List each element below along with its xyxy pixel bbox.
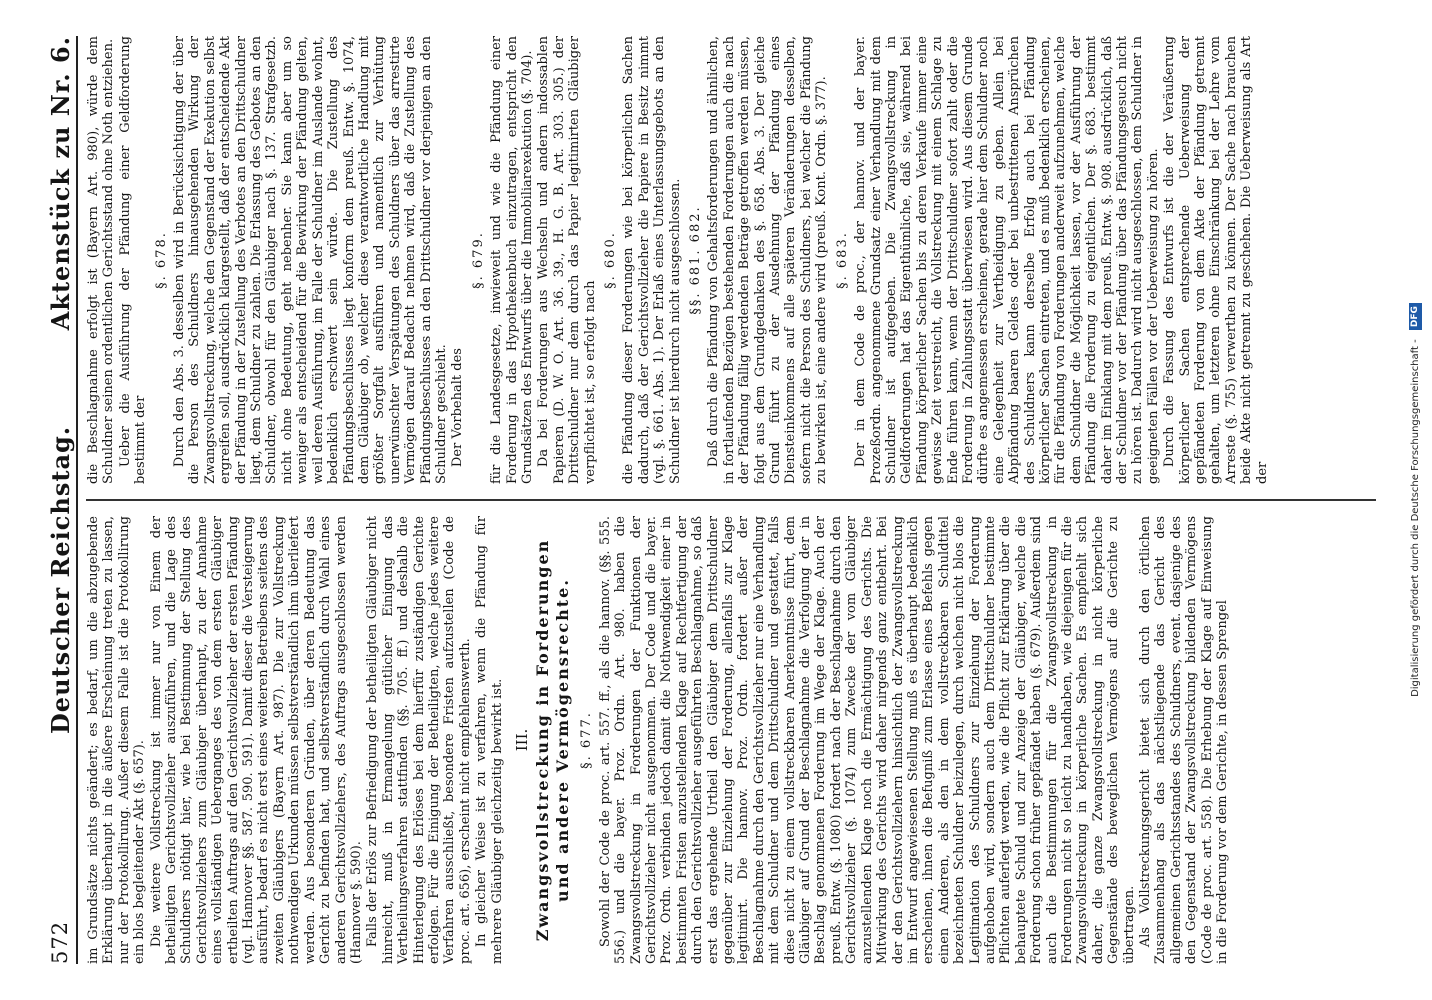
paragraph: Falls der Erlös zur Befriedigung der betheiligten Gläubiger nicht hinreicht, muß in Ermangelung gütlicher Einigung das Vertheilungsverfahren stattfinden (§§. 705. ff.) und deshalb die Hinterlegung des Erlöses bei dem hierfür zuständigen Gerichte erfolgen. Für die Einigung der Betheiligten, welche jedes weitere Verfahren ausschließt, besondere Fristen aufzustellen (Code de proc. art. 656), erscheint nicht empfehlenswerth. — [365, 516, 473, 964]
paragraph: Als Vollstreckungsgericht bietet sich durch den örtlichen Zusammenhang als das nächstliegende das Gericht des allgemeinen Gerichtsstandes des Schuldners, event. dasjenige des den Gegenstand der Zwangsvollstreckung bildenden Vermögens (Code de proc. art. 558). Die Erhebung der Klage auf Einweisung in die Forderung vor dem Gerichte, in dessen Sprengel — [1138, 516, 1231, 964]
section-number: §. 680. — [603, 231, 618, 289]
document-page — [36, 20, 1396, 980]
document-title: Aktenstück zu Nr. 6. — [46, 36, 75, 331]
section-number: §. 679. — [470, 231, 486, 289]
paragraph: Der Vorbehalt des — [450, 348, 466, 468]
column-divider — [86, 499, 1376, 501]
paragraph: Ueber die Ausführung der Pfändung einer Geldforderung bestimmt der — [117, 36, 149, 484]
dfg-logo: DFG — [1409, 303, 1422, 330]
part-numeral: III. — [512, 728, 531, 752]
left-column — [86, 516, 1376, 964]
part-heading: Zwangsvollstreckung in Forderungen und andere Vermögensrechte. — [533, 538, 573, 942]
paragraph: Der in dem Code de proc., der hannov. und der bayer. Prozeßordn. angenommene Grundsatz einer Verhandlung mit dem Schuldner ist aufgegeben. Die Zwangsvollstreckung in Geldforderungen hat das Eigenthümliche, daß sie, während bei Pfändung körperlicher Sachen bis zu deren Verkaufe immer eine gewisse Zeit verstreicht, die Vollstreckung mit einem Schlage zu Ende führen kann, wenn der Drittschuldner sofort zahlt oder die Forderung in Zahlungsstatt überwiesen wird. Aus diesem Grunde dürfte es angemessen erscheinen, gerade hier dem Schuldner noch eine Gelegenheit zur Vertheidigung zu geben. Allein bei Abpfändung baaren Geldes oder bei unbestrittenen Ansprüchen des Schuldners kann derselbe Erfolg auch bei Pfändung körperlicher Sachen eintreten, und es muß bedenklich erscheinen, für die Pfändung von Forderungen anderweit aufzunehmen, welche dem Schuldner die Möglichkeit lassen, vor der Ausführung der Pfändung die Forderung zu eigentlichen. Der §. 683. bestimmt daher im Einklang mit dem preuß. Entw. §. 908. ausdrücklich, daß der Schuldner vor der Pfändung über das Pfändungsgesuch nicht zu hören ist. Dadurch wird nicht ausgeschlossen, dem Schuldner in geeigneten Fällen vor der Ueberweisung zu hören. — [853, 36, 1161, 484]
digitization-credit — [1407, 10, 1425, 990]
section-number: §. 683. — [834, 231, 850, 289]
page-number: 572 — [48, 920, 72, 964]
credit-text: Digitalisierung gefördert durch die Deutsche Forschungsgemeinschaft - — [1410, 339, 1421, 697]
text-columns — [86, 36, 1376, 964]
paragraph: die Beschlagnahme erfolgt ist (Bayern Art. 980), würde dem Schuldner seinen ordentlichen Gerichtsstand ohne Noth entziehen. — [86, 36, 117, 484]
section-number: §. 677. — [579, 711, 595, 769]
section-number: §§. 681. 682. — [688, 205, 704, 315]
page-header — [46, 36, 78, 964]
paragraph: für die Landesgesetze, inwieweit und wie die Pfändung einer Forderung in das Hypothekenbuch einzutragen, entspricht den Grundsätzen des Entwurfs über die Immobiliarexekution (§. 704). — [489, 36, 535, 484]
paragraph: Die weitere Vollstreckung ist immer nur von Einem der betheiligten Gerichtsvollzieher auszuführen, und die Lage des Schuldners nöthigt hier, wie bei Bestimmung der Stellung des Gerichtsvollziehers zum Gläubiger überhaupt, zu der Annahme eines vollständigen Ueberganges des von dem ersten Gläubiger ertheilten Auftrags auf den Gerichtsvollzieher der ersten Pfändung (vgl. Hannover §§. 587. 590. 591). Damit dieser die Versteigerung ausführt, bedarf es nicht erst eines weiteren Betreibens seitens des zweiten Gläubigers (Bayern Art. 987). Die zur Vollstreckung nothwendigen Urkunden müssen selbstverständlich ihm überliefert werden. Aus besonderen Gründen, über deren Bedeutung das Gericht zu befinden hat, und selbstverständlich durch Wahl eines anderen Gerichtsvollziehers, des Auftrags ausgeschlossen werden (Hannover §. 590). — [148, 516, 364, 964]
paragraph: im Grundsätze nichts geändert; es bedarf, um die abzugebende Erklärung überhaupt in die äußere Erscheinung treten zu lassen, nur der Protokollirung. Außer diesem Falle ist die Protokollirung ein blos begleitender Akt (§. 657). — [86, 516, 148, 964]
paragraph: Sowohl der Code de proc. art. 557. ff., als die hannov. (§§. 555. 556.) und die bayer. Proz. Ordn. Art. 980. haben die Zwangsvollstreckung in Forderungen der Funktionen der Gerichtsvollzieher nicht ausgenommen. Der Code und die bayer. Proz. Ordn. verbinden jedoch damit die Nothwendigkeit einer in bestimmten Fristen anzustellenden Klage auf Rechtfertigung der durch den Gerichtsvollzieher ausgeführten Beschlagnahme, so daß erst das ergehende Urtheil den Gläubiger dem Drittschuldner gegenüber zur Einziehung der Forderung, allenfalls zur Klage legitimirt. Die hannov. Proz. Ordn. fordert außer der Beschlagnahme durch den Gerichtsvollzieher nur eine Verhandlung mit dem Schuldner und dem Drittschuldner und gestattet, falls diese nicht zu einem vollstreckbaren Anerkenntnisse führt, dem Gläubiger auf Grund der Beschlagnahme die Verfolgung der in Beschlag genommenen Forderung im Wege der Klage. Auch der preuß. Entw. (§. 1080) fordert nach der Beschlagnahme durch den Gerichtsvollzieher (§. 1074) zum Zwecke der vom Gläubiger anzustellenden Klage noch die Ermächtigung des Gerichts. Die Mitwirkung des Gerichts wird daher nirgends ganz entbehrt. Bei der den Gerichtsvollziehern hinsichtlich der Zwangsvollstreckung im Entwurf angewiesenen Stellung muß es überhaupt bedenklich erscheinen, ihnen die Befugniß zum Erlasse eines Befehls gegen einen Anderen, als den in dem vollstreckbaren Schuldtitel bezeichneten Schuldner beizulegen, durch welchen nicht blos die Legitimation des Schuldners zur Einziehung der Forderung aufgehoben wird, sondern auch dem Drittschuldner bestimmte Pflichten auferlegt werden, wie die Pflicht zur Erklärung über die behauptete Schuld und zur Anzeige der Gläubiger, welche die Forderung schon früher gepfändet haben (§. 679). Außerdem sind auch die Bestimmungen für die Zwangsvollstreckung in Forderungen nicht so leicht zu handhaben, wie diejenigen für die Zwangsvollstreckung in körperliche Sachen. Es empfiehlt sich daher, die ganze Zwangsvollstreckung in nicht körperliche Gegenstände des beweglichen Vermögens auf die Gerichte zu übertragen. — [597, 516, 1137, 964]
paragraph: die Pfändung dieser Forderungen wie bei körperlichen Sachen dadurch, daß der Gerichtsvollzieher die Papiere in Besitz nimmt (vgl. §. 661. Abs. 1). Der Erlaß eines Unterlassungsgebots an den Schuldner ist hierdurch nicht ausgeschlossen. — [621, 36, 683, 484]
section-number: §. 678. — [153, 231, 169, 289]
right-column — [86, 36, 1376, 484]
paragraph: Durch den Abs. 3. desselben wird in Berücksichtigung der über die Person des Schuldners hinausgehenden Wirkung der Zwangsvollstreckung, welche den Gegenstand der Exekution selbst ergreifen soll, ausdrücklich klargestellt, daß der entscheidende Akt der Pfändung in der Zustellung des Verbotes an den Drittschuldner liegt, dem Schuldner zu zahlen. Die Erlassung des Gebotes an den Schuldner, obwohl für den Gläubiger nach §. 137. Strafgesetzb. nicht ohne Bedeutung, geht nebenher. Sie kann aber um so weniger als entscheidend für die Bewirkung der Pfändung gelten, weil deren Ausführung, im Falle der Schuldner im Auslande wohnt, bedenklich erschwert sein würde. Die Zustellung des Pfändungsbeschlusses liegt konform dem preuß. Entw. §. 1074, dem Gläubiger ob, welcher diese verantwortliche Handlung mit größter Sorgfalt ausführen und namentlich zur Verhütung unerwünschter Verspätungen des Schuldners über das arrestirte Vermögen darauf Bedacht nehmen wird, daß die Zustellung des Pfändungsbeschlusses an den Drittschuldner vor derjenigen an den Schuldner geschieht. — [172, 36, 449, 484]
paragraph: Durch die Fassung des Entwurfs ist die der Veräußerung körperlicher Sachen entsprechende Ueberweisung der gepfändeten Forderung von dem Akte der Pfändung getrennt gehalten, um letzteren ohne Einschränkung bei der Lehre vom Arreste (§. 755) verwerthen zu können. Der Sache nach brauchen beide Akte nicht getrennt zu geschehen. Die Ueberweisung als Art der — [1162, 36, 1270, 484]
running-title: Deutscher Reichstag. — [46, 425, 75, 734]
paragraph: Daß durch die Pfändung von Gehaltsforderungen und ähnlichen, in fortlaufenden Bezügen bestehenden Forderungen auch die nach der Pfändung fällig werdenden Beträge getroffen werden müssen, folgt aus dem Grundgedanken des §. 658. Abs. 3. Der gleiche Grund führt zu der Ausdehnung der Pfändung eines Diensteinkommens auf alle späteren Veränderungen desselben, sofern nicht die Person des Schuldners, bei welcher die Pfändung zu bewirken ist, eine andere wird (preuß. Kont. Ordn. §. 377). — [706, 36, 830, 484]
paragraph: Da bei Forderungen aus Wechseln und andern indossablen Papieren (D. W. O. Art. 36. 39., H. G. B. Art. 303. 305.) der Drittschuldner nur dem durch das Papier legitimirten Gläubiger verpflichtet ist, so erfolgt nach — [536, 36, 598, 484]
paragraph: In gleicher Weise ist zu verfahren, wenn die Pfändung für mehrere Gläubiger gleichzeitig bewirkt ist. — [474, 516, 505, 964]
